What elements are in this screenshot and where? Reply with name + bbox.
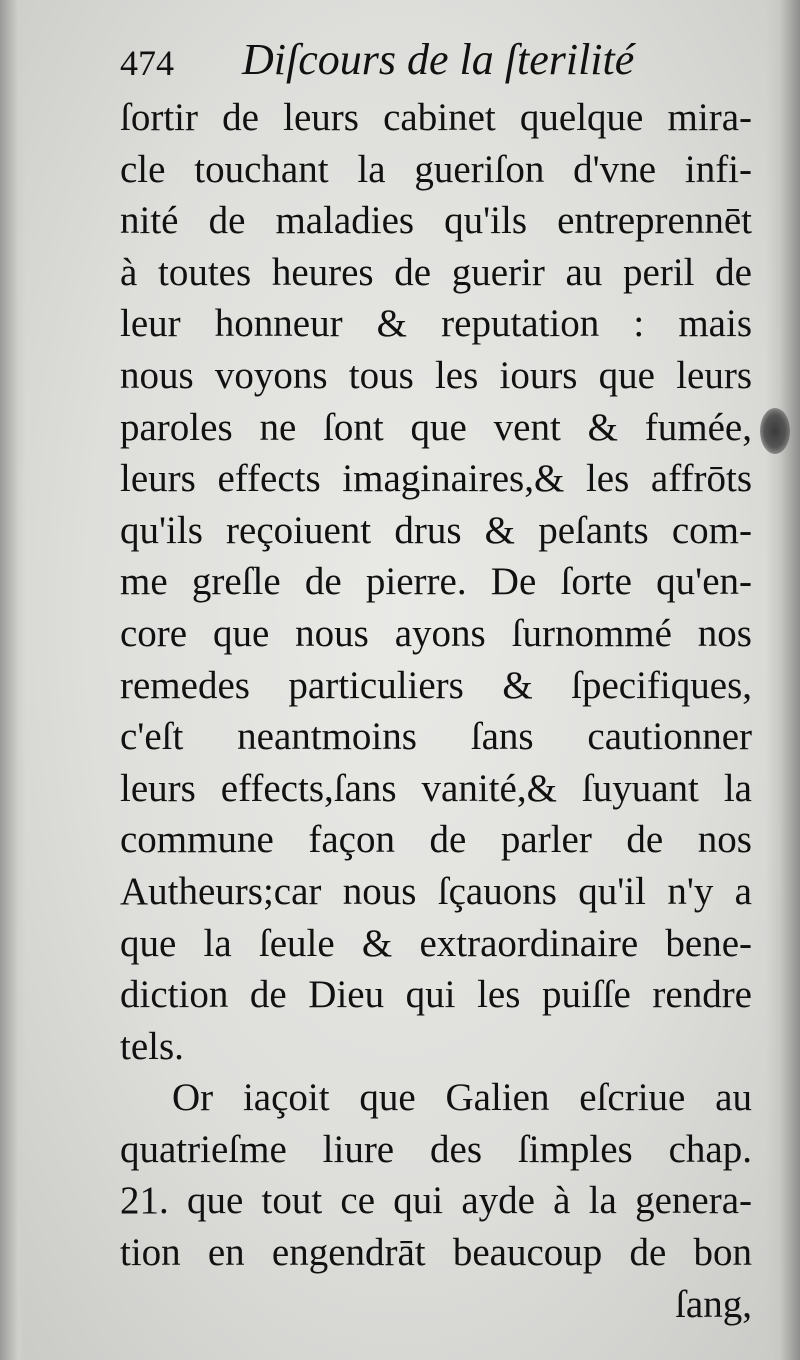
page-number: 474 (120, 43, 174, 83)
text-line: nous voyons tous les iours que leurs (120, 353, 752, 397)
text-line: leurs effects,ſans vanité,& ſuyuant la (120, 766, 752, 810)
ink-stain (760, 408, 790, 454)
text-line: cle touchant la gueriſon d'vne infi- (120, 147, 752, 191)
text-line: c'eſt neantmoins ſans cautionner (120, 715, 752, 759)
body-text (120, 92, 752, 1330)
catchword: ſang, (675, 1282, 752, 1326)
paragraph-start-line: Or iaçoit que Galien eſcriue au (172, 1076, 752, 1120)
text-line: diction de Dieu qui les puiſſe rendre (120, 973, 752, 1017)
page-shadow-left (0, 0, 26, 1360)
text-line: paroles ne ſont que vent & fumée, (120, 405, 752, 449)
text-line: remedes particuliers & ſpecifiques, (120, 663, 752, 707)
text-line: leurs effects imaginaires,& les affrōts (120, 457, 752, 501)
text-line: ſortir de leurs cabinet quelque mira- (120, 96, 752, 139)
text-line: leur honneur & reputation : mais (120, 302, 752, 346)
text-line: me greſle de pierre. De ſorte qu'en- (120, 560, 752, 604)
page-header (120, 34, 680, 86)
page-shadow-right (766, 0, 800, 1360)
text-line: Autheurs;car nous ſçauons qu'il n'y a (120, 869, 752, 913)
paragraph-end-line: tels. (120, 1024, 184, 1068)
running-title: Diſcours de la ſterilité (242, 35, 635, 84)
text-line: à toutes heures de guerir au peril de (120, 250, 752, 294)
text-line: quatrieſme liure des ſimples chap. (120, 1127, 752, 1171)
text-line: nité de maladies qu'ils entreprennēt (120, 199, 752, 243)
text-line: core que nous ayons ſurnommé nos (120, 611, 752, 655)
text-line: commune façon de parler de nos (120, 818, 752, 862)
text-line: qu'ils reçoiuent drus & peſants com- (120, 508, 752, 552)
text-line: tion en engendrāt beaucoup de bon (120, 1231, 752, 1275)
text-line: que la ſeule & extraordinaire bene- (120, 921, 752, 965)
text-line: 21. que tout ce qui ayde à la genera- (120, 1179, 752, 1223)
